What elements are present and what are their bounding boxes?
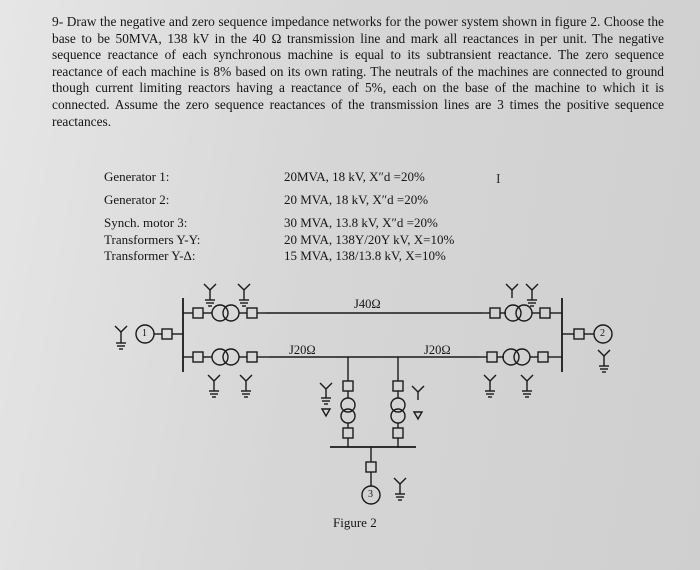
breaker (247, 352, 257, 362)
line-right-reactance: J20Ω (424, 343, 451, 357)
spec-label: Generator 2: (104, 192, 170, 208)
breaker (393, 381, 403, 391)
wye-grounded-icon (204, 284, 216, 306)
spec-label: Transformer Y-Δ: (104, 247, 196, 263)
wye-grounded-m3-icon (394, 478, 406, 500)
line-top-reactance: J40Ω (354, 297, 381, 311)
line-left-reactance: J20Ω (289, 343, 316, 357)
breaker (538, 352, 548, 362)
breaker (540, 308, 550, 318)
wye-grounded-icon (238, 284, 250, 306)
wye-grounded-icon (521, 375, 533, 397)
generator-1 (115, 325, 183, 349)
wye-grounded-icon (484, 375, 496, 397)
figure-caption: Figure 2 (333, 515, 377, 530)
wye-grounded-g1-icon (115, 326, 127, 349)
breaker (193, 352, 203, 362)
breaker (393, 428, 403, 438)
delta-icon (322, 409, 330, 416)
wye-icon (506, 284, 518, 298)
generator-2-label: 2 (600, 328, 605, 339)
transformer-bottom-left (183, 349, 270, 397)
spec-label: Transformers Y-Y: (104, 231, 201, 247)
breaker-m3 (366, 462, 376, 472)
breaker (490, 308, 500, 318)
transformer-bottom-right (479, 349, 562, 397)
spec-value: 20MVA, 18 kV, X″d =20% (284, 169, 425, 184)
spec-label: Generator 1: (104, 169, 170, 184)
breaker (247, 308, 257, 318)
delta-icon (414, 412, 422, 419)
breaker (343, 381, 353, 391)
center-branch-right (391, 357, 424, 447)
generator-1-label: 1 (142, 328, 147, 339)
center-branch-left (320, 357, 355, 447)
wye-grounded-icon (240, 375, 252, 397)
text-cursor-mark: I (496, 172, 501, 187)
transformer-top-left (183, 284, 265, 321)
spec-value: 20 MVA, 18 kV, X″d =20% (284, 192, 429, 208)
wye-grounded-icon (320, 383, 332, 404)
breaker-g1 (162, 329, 172, 339)
wye-grounded-icon (526, 284, 538, 306)
spec-value: 15 MVA, 138/13.8 kV, X=10% (284, 247, 446, 263)
wye-grounded-icon (208, 375, 220, 397)
problem-text: 9- Draw the negative and zero sequence impedance networks for the power system shown in figure 2. Choose the base to be 50MVA, 138 kV in the 40 Ω transmission line and mark all reactances in per unit. The negative sequence reactance of each synchronous machine is equal to its subtransient reactance. The zero sequence reactance of each machine is 8% based on its own rating. The neutrals of the machines are connected to ground though current limiting reactors having a reactance of 5%, each on the base of the machine to which it is connected. Assume the zero sequence reactances of the transmission lines are 3 times the positive sequence reactances. (52, 14, 664, 129)
breaker (487, 352, 497, 362)
breaker (193, 308, 203, 318)
breaker (343, 428, 353, 438)
spec-value: 30 MVA, 13.8 kV, X″d =20% (284, 215, 438, 231)
breaker-g2 (574, 329, 584, 339)
wye-icon (412, 386, 424, 400)
transformer-top-right (482, 284, 562, 321)
motor-3-label: 3 (368, 489, 373, 500)
spec-label: Synch. motor 3: (104, 215, 188, 231)
wye-grounded-g2-icon (598, 350, 610, 372)
spec-value: 20 MVA, 138Y/20Y kV, X=10% (284, 231, 455, 247)
